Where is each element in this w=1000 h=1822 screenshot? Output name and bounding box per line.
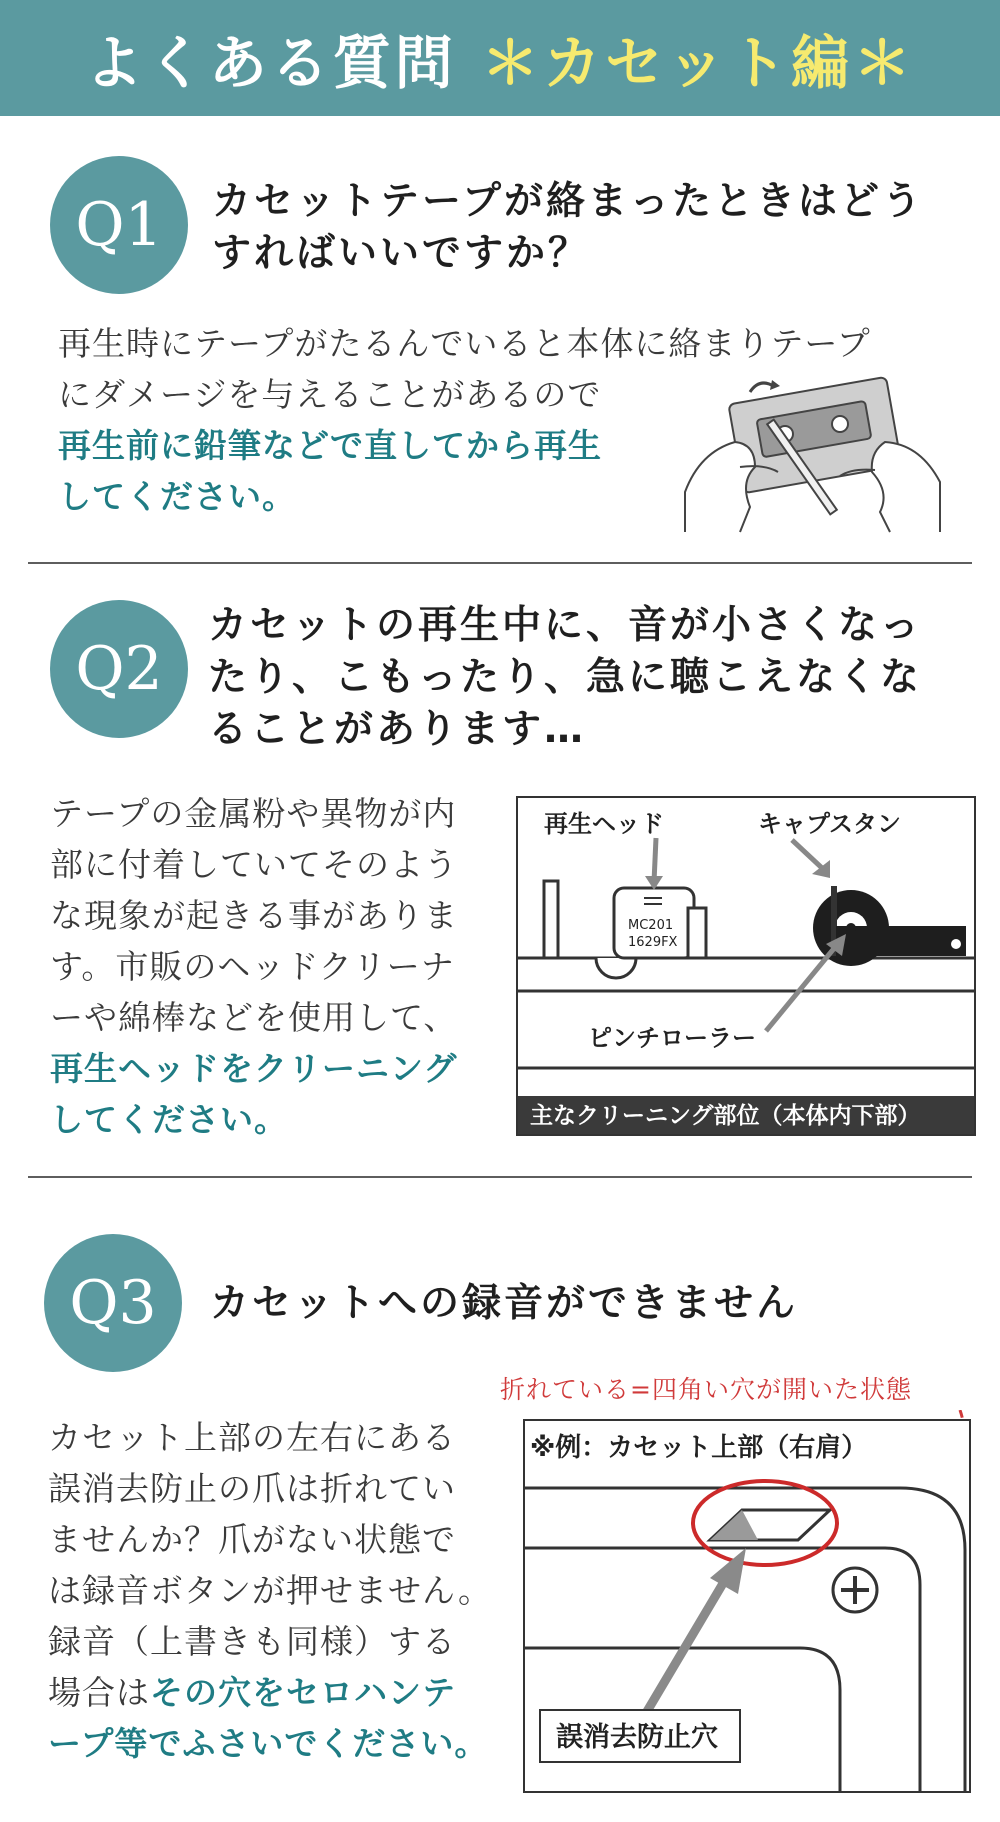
q3-answer-line: カセット上部の左右にある (48, 1418, 456, 1457)
page-title (85, 16, 915, 100)
q1-title (212, 176, 924, 280)
q3-answer-prefix: 場合は (48, 1673, 150, 1712)
title-main: よくある質問 (84, 29, 457, 97)
head-model-2: 1629FX (628, 935, 678, 950)
q1-badge: Q1 (50, 156, 188, 294)
q2-highlight-line: してください。 (50, 1100, 288, 1139)
q2-answer-line: ーや綿棒などを使用して、 (50, 998, 458, 1037)
q1-answer-line: にダメージを与えることがあるので (58, 375, 602, 414)
q2-badge: Q2 (50, 600, 188, 738)
q3-answer-line: は録音ボタンが押せません。 (48, 1571, 492, 1610)
q2-title-line: ることがあります… (208, 707, 587, 752)
q3-answer-line: 誤消去防止の爪は折れてい (48, 1469, 456, 1508)
q1-highlight-line: してください。 (58, 477, 296, 516)
page-header (0, 0, 1000, 116)
head-model-1: MC201 (628, 918, 674, 933)
divider-1 (28, 562, 972, 564)
q3-note: 折れている=四角い穴が開いた状態 (500, 1375, 912, 1404)
q3-answer (48, 1412, 492, 1769)
q3-answer-line: ませんか？爪がない状態で (48, 1520, 456, 1559)
hole-label: 誤消去防止穴 (556, 1722, 718, 1753)
q2-answer (50, 788, 458, 1145)
diagram-caption: 主なクリーニング部位（本体内下部） (530, 1103, 921, 1129)
q3-title: カセットへの録音ができません (210, 1281, 799, 1326)
q1-hands-illustration (680, 372, 945, 537)
q2-answer-line: な現象が起きる事がありま (50, 896, 458, 935)
q2-answer-line: 部に付着していてそのよう (50, 845, 458, 884)
q1-title-line: カセットテープが絡まったときはどう (212, 179, 925, 224)
q1-title-line: すればいいですか？ (212, 231, 591, 276)
label-pinch-roller: ピンチローラー (588, 1024, 756, 1052)
q2-title-line: たり、こもったり、急に聴こえなくな (208, 655, 923, 700)
title-sub: ＊カセット編＊ (481, 29, 916, 97)
q1-highlight-line: 再生前に鉛筆などで直してから再生 (58, 426, 602, 465)
q2-answer-line: す。市販のヘッドクリーナ (50, 947, 455, 986)
q1-answer-line: 再生時にテープがたるんでいると本体に絡まりテープ (58, 324, 871, 363)
q2-highlight-line: 再生ヘッドをクリーニング (50, 1049, 458, 1088)
q2-title-line: カセットの再生中に、音が小さくなっ (208, 603, 923, 648)
q3-answer-line-mixed (48, 1667, 492, 1718)
q3-cassette-diagram (520, 1410, 1000, 1795)
label-capstan: キャプスタン (758, 810, 902, 838)
example-label: ※例：カセット上部（右肩） (530, 1433, 868, 1463)
q2-head-diagram (516, 796, 976, 1136)
q2-title (208, 600, 922, 756)
q3-highlight-line: ープ等でふさいでください。 (48, 1724, 489, 1763)
q2-answer-line: テープの金属粉や異物が内 (50, 794, 457, 833)
q3-answer-line: 録音（上書きも同様）する (48, 1622, 456, 1661)
q3-badge: Q3 (44, 1234, 182, 1372)
label-playback-head: 再生ヘッド (544, 810, 664, 838)
divider-2 (28, 1176, 972, 1178)
q3-highlight-inline: その穴をセロハンテ (150, 1673, 456, 1712)
